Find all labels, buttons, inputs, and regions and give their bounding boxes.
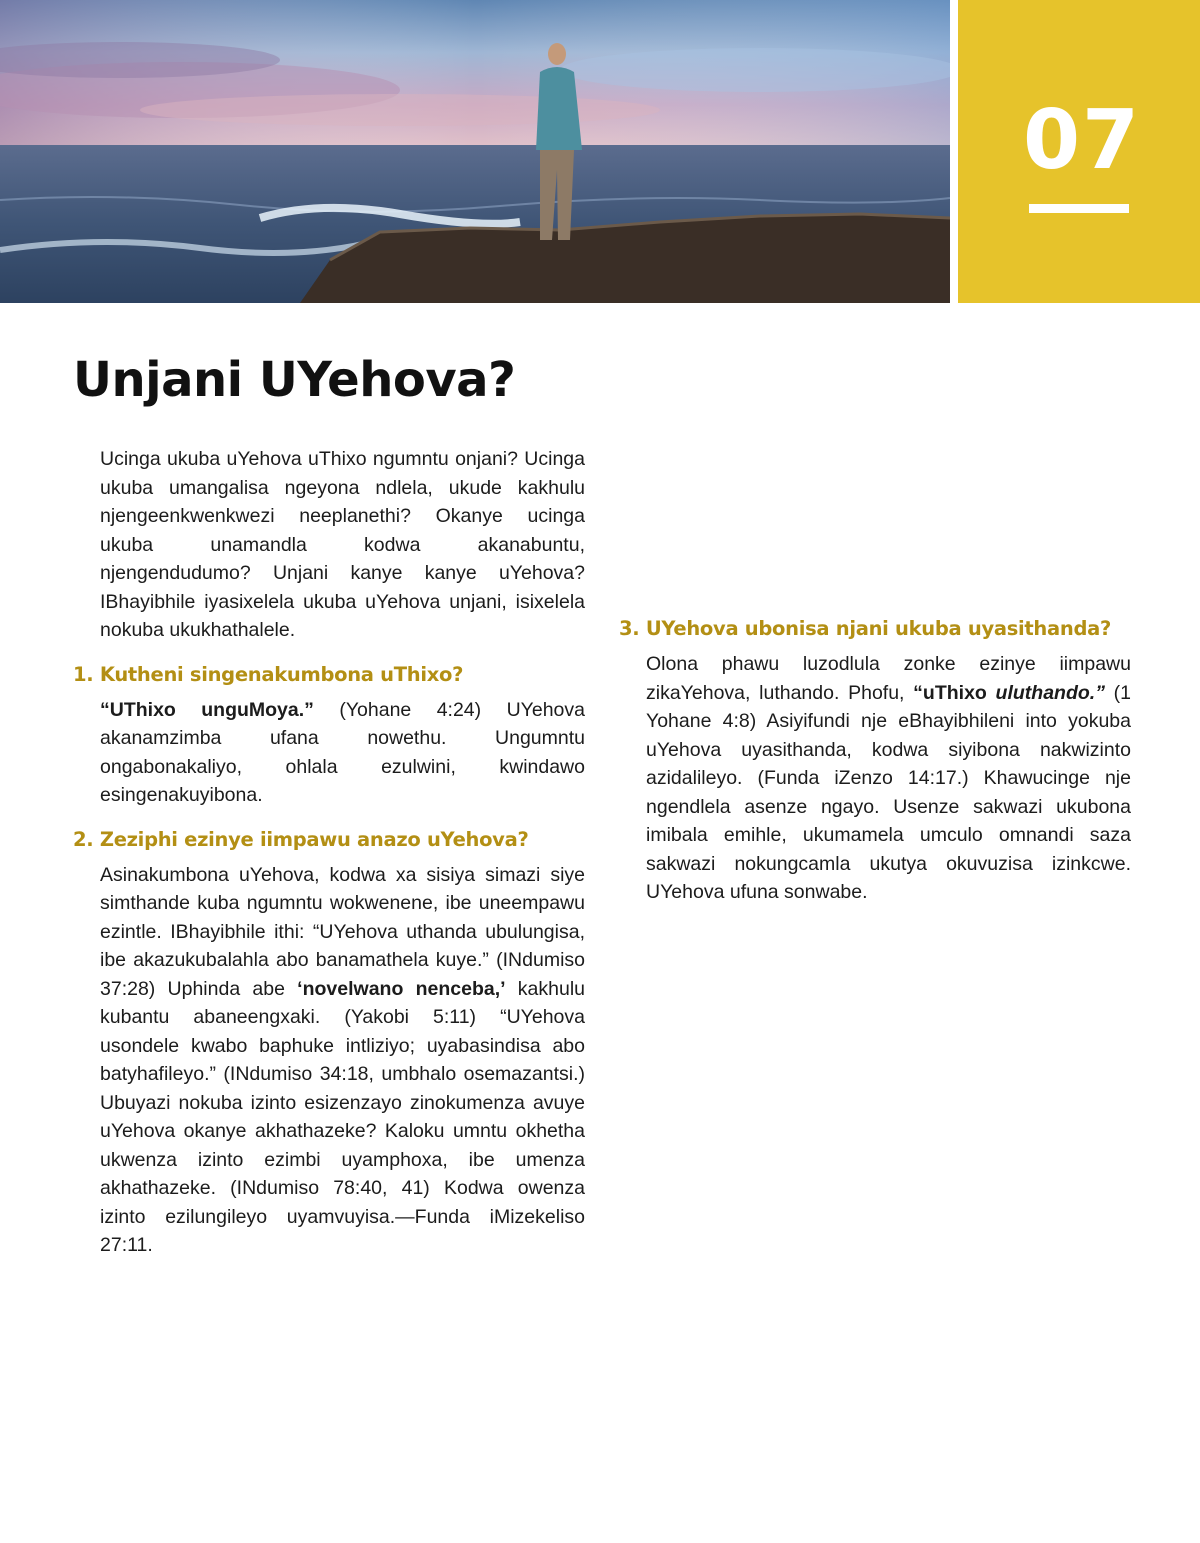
right-column xyxy=(619,445,1131,907)
section-1-heading: 1. Kutheni singenakumbona uThixo? xyxy=(73,662,464,686)
seaside-photo xyxy=(0,0,950,303)
section-2-heading: 2. Zeziphi ezinye iimpawu anazo uYehova? xyxy=(73,827,529,851)
left-column xyxy=(73,445,585,1260)
section-1-bold-quote: “UThixo unguMoya.” xyxy=(100,698,314,721)
section-3-bold-italic: uluthando.” xyxy=(995,681,1105,704)
page-title: Unjani UYehova? xyxy=(73,352,516,408)
section-3-text: Olona phawu luzodlula zonke ezinye iimpawu zikaYehova, luthando. Phofu, “uThixo uluthando.” (1 Yohane 4:8) Asiyifundi nje eBhayibhileni into yokuba uYehova uyasithanda, kodwa siyibona nakwizinto azidalileyo. (Funda iZenzo 14:17.) Khawucinge nje ngendlela asenze ngayo. Usenze sakwazi ukubona imibala emihle, ukumamela umculo omnandi saza sakwazi nokungcamla ukutya okuvuzisa izinkcwe. UYehova ufuna sonwabe. xyxy=(646,653,1131,903)
section-3-bold-quote: “uThixo xyxy=(913,681,996,704)
section-3-heading: 3. UYehova ubonisa njani ukuba uyasithanda? xyxy=(619,617,1111,640)
chapter-badge xyxy=(958,0,1200,303)
chapter-number: 07 xyxy=(1022,93,1142,188)
intro-paragraph: Ucinga ukuba uYehova uThixo ngumntu onjani? Ucinga ukuba umangalisa ngeyona ndlela, ukude kakhulu njengeenkwenkwezi neeplanethi? Okanye ucinga ukuba unamandla kodwa akanabuntu, njengendudumo? Unjani kanye kanye uYehova? IBhayibhile iyasixelela ukuba uYehova unjani, isixelela nokuba ukukhathalele. xyxy=(100,448,585,641)
hero-photo xyxy=(0,0,950,303)
section-2-text: Asinakumbona uYehova, kodwa xa sisiya simazi siye simthande kuba ngumntu wokwenene, ibe uneempawu ezintle. IBhayibhile ithi: “UYehova uthanda ubulungisa, ibe akazukubalahla abo banamathela kuye.” (INdumiso 37:28) Uphinda abe ‘novelwano nenceba,’ kakhulu kubantu abaneengxaki. (Yakobi 5:11) “UYehova usondele kwabo baphuke intliziyo; uyabasindisa abo batyhafileyo.” (INdumiso 34:18, umbhalo osemazantsi.) Ubuyazi nokuba izinto esizenzayo zinokumenza avuye uYehova okanye akhathazeke? Kaloku umntu okhetha ukwenza izinto ezimbi uyamphoxa, ibe umenza akhathazeke. (INdumiso 78:40, 41) Kodwa owenza izinto ezilungileyo uyamvuyisa.—Funda iMizekeliso 27:11. xyxy=(100,863,585,1256)
section-1-text: “UThixo unguMoya.” (Yohane 4:24) UYehova akanamzimba ufana nowethu. Ungumntu ongabonakaliyo, ohlala ezulwini, kwindawo esingenakuyibona. xyxy=(100,698,585,806)
section-2-bold-quote: ‘novelwano nenceba,’ xyxy=(297,977,506,1000)
badge-underline xyxy=(1029,204,1129,213)
